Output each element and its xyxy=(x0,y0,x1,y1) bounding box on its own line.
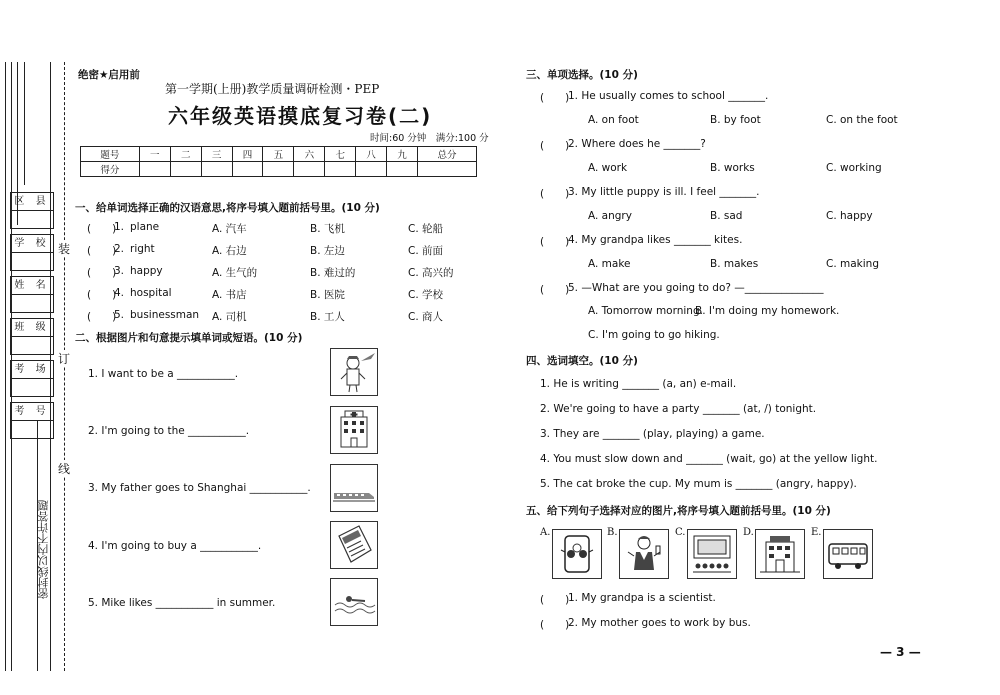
picture-letter: A. xyxy=(540,527,551,538)
item-word: plane xyxy=(130,221,160,233)
option-a: A. work xyxy=(588,162,628,174)
question-text: 5. —What are you going to do? —_______________ xyxy=(568,282,824,294)
question-text: 1. He usually comes to school _______. xyxy=(568,90,769,102)
margin-line xyxy=(5,62,6,671)
fill-item[interactable]: 4. You must slow down and _______ (wait, go) at the yellow light. xyxy=(540,453,878,465)
bind-char-zhuang: 装 xyxy=(58,242,71,256)
table-cell: 三 xyxy=(201,147,232,162)
fill-item[interactable]: 1. I want to be a ___________. xyxy=(88,368,239,380)
fill-item[interactable]: 5. The cat broke the cup. My mum is _______ (angry, happy). xyxy=(540,478,857,490)
picture-letter: E. xyxy=(811,527,822,538)
margin-line xyxy=(24,62,25,185)
option-a: A. on foot xyxy=(588,114,639,126)
comic-book-picture xyxy=(330,521,378,569)
option-a: A. 右边 xyxy=(212,245,247,257)
option-b: B. works xyxy=(710,162,755,174)
fill-item[interactable]: 3. They are _______ (play, playing) a game. xyxy=(540,428,765,440)
item-word: happy xyxy=(130,265,163,277)
answer-bracket[interactable]: ( ) xyxy=(87,311,117,323)
table-cell: 五 xyxy=(263,147,294,162)
table-cell: 一 xyxy=(139,147,170,162)
option-b: B. 工人 xyxy=(310,311,345,323)
name-label: 姓 名 xyxy=(11,277,53,295)
option-b: B. by foot xyxy=(710,114,761,126)
answer-bracket[interactable]: ( ) xyxy=(540,594,570,606)
page-title: 六年级英语摸底复习卷(二) xyxy=(168,104,433,128)
table-cell: 六 xyxy=(294,147,325,162)
exam-room-field[interactable] xyxy=(11,379,53,396)
table-cell: 七 xyxy=(325,147,356,162)
option-c: C. 高兴的 xyxy=(408,267,454,279)
item-word: businessman xyxy=(130,309,200,321)
option-b: B. 医院 xyxy=(310,289,345,301)
list-item xyxy=(87,287,487,303)
item-word: hospital xyxy=(130,287,172,299)
fill-item[interactable]: 3. My father goes to Shanghai ___________. xyxy=(88,482,311,494)
answer-bracket[interactable]: ( ) xyxy=(87,289,117,301)
option-c: C. making xyxy=(826,258,879,270)
picture-letter: B. xyxy=(607,527,618,538)
answer-bracket[interactable]: ( ) xyxy=(540,284,570,296)
option-b: B. makes xyxy=(710,258,759,270)
exam-room-box xyxy=(10,360,54,397)
exam-room-label: 考 场 xyxy=(11,361,53,379)
fill-item[interactable]: 2. I'm going to the ___________. xyxy=(88,425,250,437)
item-number: 5. xyxy=(114,309,125,321)
question-text: 2. Where does he _______? xyxy=(568,138,706,150)
bind-char-ding: 订 xyxy=(58,352,71,366)
school-box xyxy=(10,234,54,271)
score-table xyxy=(80,146,477,177)
pilot-picture xyxy=(330,348,378,396)
fill-item[interactable]: 4. I'm going to buy a ___________. xyxy=(88,540,262,552)
score-field[interactable] xyxy=(418,162,477,177)
option-a: A. angry xyxy=(588,210,632,222)
fill-item[interactable]: 1. He is writing _______ (a, an) e-mail. xyxy=(540,378,737,390)
secret-mark: 绝密★启用前 xyxy=(78,69,140,81)
option-b: B. I'm doing my homework. xyxy=(695,305,840,317)
hospital-picture xyxy=(330,406,378,454)
option-a: A. 生气的 xyxy=(212,267,258,279)
score-field[interactable] xyxy=(201,162,232,177)
section1-title: 一、给单词选择正确的汉语意思,将序号填入题前括号里。(10 分) xyxy=(75,202,380,214)
scientist-picture xyxy=(619,529,669,579)
score-field[interactable] xyxy=(325,162,356,177)
option-a: A. 司机 xyxy=(212,311,247,323)
option-b: B. 飞机 xyxy=(310,223,345,235)
table-cell: 四 xyxy=(232,147,263,162)
option-c: C. 商人 xyxy=(408,311,444,323)
building-picture xyxy=(755,529,805,579)
option-c: C. 前面 xyxy=(408,245,444,257)
option-c: C. 学校 xyxy=(408,289,444,301)
answer-bracket[interactable]: ( ) xyxy=(540,140,570,152)
score-field[interactable] xyxy=(232,162,263,177)
option-a: A. Tomorrow morning. xyxy=(588,305,703,317)
question-text: 4. My grandpa likes _______ kites. xyxy=(568,234,743,246)
exam-time: 时间:60 分钟 满分:100 分 xyxy=(370,133,489,144)
bus-picture xyxy=(823,529,873,579)
list-item xyxy=(87,243,487,259)
list-item xyxy=(87,309,487,325)
table-cell: 题号 xyxy=(81,147,140,162)
name-field[interactable] xyxy=(11,295,53,312)
option-c: C. happy xyxy=(826,210,873,222)
exam-number-field[interactable] xyxy=(11,421,53,438)
score-field[interactable] xyxy=(387,162,418,177)
score-field[interactable] xyxy=(263,162,294,177)
district-field[interactable] xyxy=(11,211,53,228)
class-box xyxy=(10,318,54,355)
score-field[interactable] xyxy=(356,162,387,177)
score-field[interactable] xyxy=(139,162,170,177)
section5-title: 五、给下列句子选择对应的图片,将序号填入题前括号里。(10 分) xyxy=(526,505,831,517)
answer-bracket[interactable]: ( ) xyxy=(540,236,570,248)
school-label: 学 校 xyxy=(11,235,53,253)
class-field[interactable] xyxy=(11,337,53,354)
exam-number-box xyxy=(10,402,54,439)
option-c: C. 轮船 xyxy=(408,223,444,235)
traffic-light-picture xyxy=(552,529,602,579)
option-a: A. make xyxy=(588,258,631,270)
seal-note: 密封线以内不许答题 xyxy=(37,500,50,599)
answer-bracket[interactable]: ( ) xyxy=(540,619,570,631)
answer-bracket[interactable]: ( ) xyxy=(540,188,570,200)
bind-char-xian: 线 xyxy=(58,462,71,476)
question-text: 1. My grandpa is a scientist. xyxy=(568,592,716,604)
district-label: 区 县 xyxy=(11,193,53,211)
section3-title: 三、单项选择。(10 分) xyxy=(526,69,638,81)
table-cell: 得分 xyxy=(81,162,140,177)
table-cell: 二 xyxy=(170,147,201,162)
section2-title: 二、根据图片和句意提示填单词或短语。(10 分) xyxy=(75,332,303,344)
fill-item[interactable]: 2. We're going to have a party _______ (at, /) tonight. xyxy=(540,403,817,415)
item-number: 4. xyxy=(114,287,125,299)
option-a: A. 书店 xyxy=(212,289,247,301)
score-value-row xyxy=(81,162,477,177)
school-field[interactable] xyxy=(11,253,53,270)
score-field[interactable] xyxy=(170,162,201,177)
section4-title: 四、选词填空。(10 分) xyxy=(526,355,638,367)
cinema-picture xyxy=(687,529,737,579)
answer-bracket[interactable]: ( ) xyxy=(87,245,117,257)
score-field[interactable] xyxy=(294,162,325,177)
question-text: 3. My little puppy is ill. I feel _______. xyxy=(568,186,760,198)
answer-bracket[interactable]: ( ) xyxy=(540,92,570,104)
item-number: 3. xyxy=(114,265,125,277)
option-b: B. 左边 xyxy=(310,245,345,257)
option-c: C. working xyxy=(826,162,882,174)
item-number: 2. xyxy=(114,243,125,255)
table-cell: 九 xyxy=(387,147,418,162)
class-label: 班 级 xyxy=(11,319,53,337)
option-a: A. 汽车 xyxy=(212,223,247,235)
table-cell: 总分 xyxy=(418,147,477,162)
picture-letter: C. xyxy=(675,527,686,538)
picture-letter: D. xyxy=(743,527,754,538)
item-word: right xyxy=(130,243,155,255)
list-item xyxy=(87,265,487,281)
name-box xyxy=(10,276,54,313)
item-number: 1. xyxy=(114,221,125,233)
question-text: 2. My mother goes to work by bus. xyxy=(568,617,751,629)
option-c: C. I'm going to go hiking. xyxy=(588,329,720,341)
table-cell: 八 xyxy=(356,147,387,162)
answer-bracket[interactable]: ( ) xyxy=(87,223,117,235)
exam-number-label: 考 号 xyxy=(11,403,53,421)
district-box xyxy=(10,192,54,229)
train-picture xyxy=(330,464,378,512)
option-c: C. on the foot xyxy=(826,114,898,126)
page-number: — 3 — xyxy=(880,645,921,659)
answer-bracket[interactable]: ( ) xyxy=(87,267,117,279)
swimming-picture xyxy=(330,578,378,626)
option-b: B. sad xyxy=(710,210,743,222)
exam-subtitle: 第一学期(上册)教学质量调研检测・PEP xyxy=(165,82,380,96)
score-header-row xyxy=(81,147,477,162)
option-b: B. 难过的 xyxy=(310,267,356,279)
list-item xyxy=(87,221,487,237)
fill-item[interactable]: 5. Mike likes ___________ in summer. xyxy=(88,597,276,609)
